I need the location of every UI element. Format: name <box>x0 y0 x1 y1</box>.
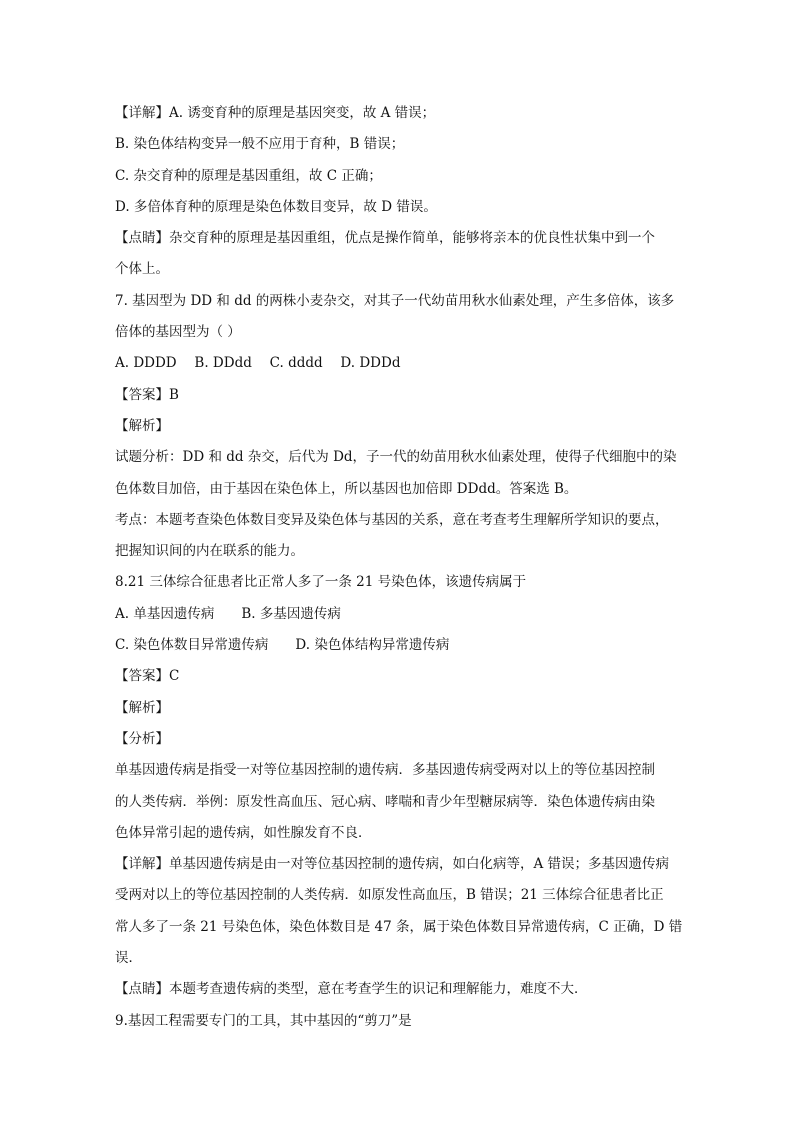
text-line: D. 多倍体育种的原理是染色体数目变异，故 D 错误。 <box>115 198 437 215</box>
text-line: 【详解】A. 诱变育种的原理是基因突变，故 A 错误； <box>115 105 436 121</box>
text-line: 单基因遗传病是指受一对等位基因控制的遗传病．多基因遗传病受两对以上的等位基因控制 <box>115 762 655 779</box>
text-line: 把握知识间的内在联系的能力。 <box>115 543 304 560</box>
text-line: 个体上。 <box>115 261 169 278</box>
question-7-stem: 7. 基因型为 DD 和 dd 的两株小麦杂交，对其子一代幼苗用秋水仙素处理，产生多倍体，该多 <box>115 292 675 309</box>
text-line: B. 染色体结构变异一般不应用于育种，B 错误； <box>115 136 405 153</box>
document-body <box>115 98 695 1037</box>
text-line: 【点睛】杂交育种的原理是基因重组，优点是操作简单，能够将亲本的优良性状集中到一个 <box>115 230 655 247</box>
text-line: 误． <box>115 950 142 967</box>
text-line: 【点睛】本题考查遗传病的类型，意在考查学生的识记和理解能力，难度不大． <box>115 981 588 998</box>
analysis-sub-label: 【分析】 <box>115 730 169 747</box>
analysis-label: 【解析】 <box>115 417 169 434</box>
answer-label: 【答案】B <box>115 386 179 403</box>
text-line: 【详解】单基因遗传病是由一对等位基因控制的遗传病，如白化病等，A 错误；多基因遗传病 <box>115 856 670 873</box>
text-line: 常人多了一条 21 号染色体，染色体数目是 47 条，属于染色体数目异常遗传病，C 正确，D 错 <box>115 918 683 935</box>
text-line: 的人类传病．举例：原发性高血压、冠心病、哮喘和青少年型糖尿病等．染色体遗传病由染 <box>115 793 655 810</box>
text-line: 考点：本题考查染色体数目变异及染色体与基因的关系，意在考查考生理解所学知识的要点， <box>115 511 669 528</box>
text-line: 色体数目加倍，由于基因在染色体上，所以基因也加倍即 DDdd。答案选 B。 <box>115 480 578 497</box>
text-line: 受两对以上的等位基因控制的人类传病．如原发性高血压，B 错误；21 三体综合征患者比正 <box>115 887 664 904</box>
text-line: 试题分析：DD 和 dd 杂交，后代为 Dd，子一代的幼苗用秋水仙素处理，使得子代细胞中的染 <box>115 449 677 466</box>
analysis-label: 【解析】 <box>115 699 169 716</box>
text-line: C. 杂交育种的原理是基因重组，故 C 正确； <box>115 167 382 184</box>
question-8-options: C. 染色体数目异常遗传病 D. 染色体结构异常遗传病 <box>115 637 450 654</box>
question-8-options: A. 单基因遗传病 B. 多基因遗传病 <box>115 605 341 622</box>
question-7-options: A. DDDD B. DDdd C. dddd D. DDDd <box>115 355 401 372</box>
question-8-stem: 8.21 三体综合征患者比正常人多了一条 21 号染色体，该遗传病属于 <box>115 574 527 591</box>
question-9-stem: 9.基因工程需要专门的工具，其中基因的“剪刀”是 <box>115 1012 412 1029</box>
text-line: 色体异常引起的遗传病，如性腺发育不良． <box>115 824 372 841</box>
text-line: 倍体的基因型为（ ） <box>115 324 241 341</box>
answer-label: 【答案】C <box>115 668 180 685</box>
